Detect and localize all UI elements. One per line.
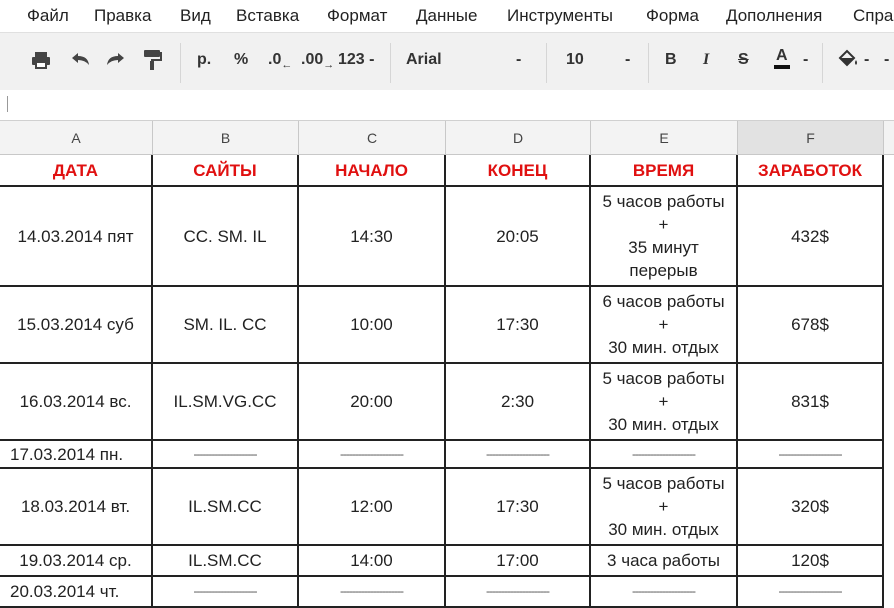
dash-placeholder: --------------------- — [632, 584, 695, 598]
increase-decimal-label: .00 — [301, 51, 324, 68]
font-family-dropdown-icon[interactable]: - — [516, 51, 522, 68]
decrease-decimal-label: .0 — [268, 51, 282, 68]
cell-earnings[interactable]: 831$ — [738, 364, 884, 441]
cell-date[interactable]: 14.03.2014 пят — [0, 187, 153, 287]
cell-date[interactable]: 20.03.2014 чт. — [0, 577, 153, 608]
dash-placeholder: --------------------- — [193, 584, 257, 598]
dash-placeholder: --------------------- — [486, 446, 549, 461]
more-formats-label: 123 — [338, 51, 365, 68]
cell-earnings[interactable]: 120$ — [738, 546, 884, 577]
cell-start[interactable]: 10:00 — [299, 287, 446, 364]
cell-time[interactable] — [591, 441, 738, 469]
cell-end[interactable]: 17:30 — [446, 469, 591, 546]
cell-sites[interactable]: IL.SM.CC — [153, 469, 299, 546]
cell-time[interactable] — [591, 287, 738, 364]
dash-placeholder: --------------------- — [340, 446, 403, 461]
fill-color-icon[interactable] — [836, 48, 860, 75]
cell-date[interactable]: 15.03.2014 суб — [0, 287, 153, 364]
time-line: + — [658, 497, 669, 516]
cell-end[interactable]: 17:30 — [446, 287, 591, 364]
cell-date[interactable]: 19.03.2014 ср. — [0, 546, 153, 577]
cell-sites[interactable]: IL.SM.VG.CC — [153, 364, 299, 441]
cell-sites[interactable] — [153, 577, 299, 608]
toolbar-separator — [546, 43, 547, 83]
time-line: 30 мин. отдых — [608, 520, 719, 539]
paint-format-icon[interactable] — [142, 48, 164, 77]
cell-start[interactable] — [299, 577, 446, 608]
menu-addons[interactable]: Дополнения — [726, 6, 823, 25]
cell-start[interactable]: 12:00 — [299, 469, 446, 546]
cell-end[interactable]: 2:30 — [446, 364, 591, 441]
cell-start[interactable]: 14:30 — [299, 187, 446, 287]
cell-time[interactable] — [591, 546, 738, 577]
cell-end[interactable] — [446, 441, 591, 469]
menu-insert[interactable]: Вставка — [236, 6, 300, 25]
cell-date[interactable]: 16.03.2014 вс. — [0, 364, 153, 441]
cell-time[interactable] — [591, 364, 738, 441]
cell-sites[interactable]: CC. SM. IL — [153, 187, 299, 287]
text-color-dropdown-icon[interactable]: - — [803, 51, 809, 68]
toolbar-separator — [648, 43, 649, 83]
undo-icon[interactable] — [68, 50, 92, 75]
column-header-a[interactable]: A — [0, 121, 153, 155]
cell-earnings[interactable]: 432$ — [738, 187, 884, 287]
font-size-select[interactable]: 10 — [566, 51, 584, 68]
menu-data[interactable]: Данные — [416, 6, 478, 25]
header-cell-start[interactable]: НАЧАЛО — [299, 155, 446, 187]
arrow-left-icon: ← — [281, 59, 293, 72]
time-line: перерыв — [629, 261, 698, 280]
header-cell-date[interactable]: ДАТА — [0, 155, 153, 187]
text-color-button[interactable]: A — [774, 47, 790, 69]
time-line: 3 часа работы — [607, 551, 720, 570]
header-cell-time[interactable]: ВРЕМЯ — [591, 155, 738, 187]
currency-format-button[interactable]: р. — [197, 51, 212, 68]
cell-end[interactable] — [446, 577, 591, 608]
menu-format[interactable]: Формат — [327, 6, 388, 25]
menu-form[interactable]: Форма — [646, 6, 699, 25]
column-header-e[interactable]: E — [591, 121, 738, 155]
time-line: + — [658, 215, 669, 234]
cell-end[interactable]: 17:00 — [446, 546, 591, 577]
time-line: 5 часов работы — [602, 192, 725, 211]
menu-bar — [0, 0, 894, 32]
more-formats-button[interactable] — [338, 51, 374, 69]
cell-earnings[interactable] — [738, 441, 884, 469]
time-line: + — [658, 315, 669, 334]
cell-earnings[interactable] — [738, 577, 884, 608]
more-options-icon[interactable]: - — [884, 51, 890, 68]
dash-placeholder: --------------------- — [778, 446, 842, 461]
cell-time[interactable] — [591, 577, 738, 608]
cell-end[interactable]: 20:05 — [446, 187, 591, 287]
dash-placeholder: --------------------- — [193, 446, 257, 461]
chevron-down-icon: - — [369, 51, 375, 68]
cell-earnings[interactable]: 678$ — [738, 287, 884, 364]
cell-start[interactable]: 20:00 — [299, 364, 446, 441]
cell-date[interactable]: 17.03.2014 пн. — [0, 441, 153, 469]
toolbar-separator — [180, 43, 181, 83]
cell-start[interactable] — [299, 441, 446, 469]
redo-icon[interactable] — [104, 50, 128, 75]
time-line: 5 часов работы — [602, 474, 725, 493]
font-family-select[interactable]: Arial — [406, 51, 442, 68]
menu-tools[interactable]: Инструменты — [507, 6, 614, 25]
menu-view[interactable]: Вид — [180, 6, 211, 25]
percent-format-button[interactable]: % — [234, 51, 249, 68]
toolbar-separator — [822, 43, 823, 83]
increase-decimal-button[interactable] — [301, 51, 334, 71]
menu-file[interactable]: Файл — [27, 6, 69, 25]
dash-placeholder: --------------------- — [632, 446, 695, 461]
column-header-c[interactable]: C — [299, 121, 446, 155]
italic-button[interactable]: I — [703, 51, 710, 68]
column-header-f[interactable]: F — [738, 121, 884, 155]
cell-earnings[interactable]: 320$ — [738, 469, 884, 546]
toolbar — [0, 32, 894, 92]
dash-placeholder: --------------------- — [778, 584, 842, 598]
cell-sites[interactable]: SM. IL. CC — [153, 287, 299, 364]
menu-help[interactable]: Спра — [853, 6, 894, 25]
cell-time[interactable] — [591, 187, 738, 287]
time-line: 5 часов работы — [602, 369, 725, 388]
header-cell-end[interactable]: КОНЕЦ — [446, 155, 591, 187]
strikethrough-button[interactable]: S — [738, 51, 749, 68]
bold-button[interactable]: B — [665, 51, 677, 68]
arrow-right-icon: → — [323, 59, 335, 72]
cell-start[interactable]: 14:00 — [299, 546, 446, 577]
header-cell-sites[interactable]: САЙТЫ — [153, 155, 299, 187]
decrease-decimal-button[interactable] — [268, 51, 292, 71]
font-size-dropdown-icon[interactable]: - — [625, 51, 631, 68]
toolbar-separator — [390, 43, 391, 83]
column-header-d[interactable]: D — [446, 121, 591, 155]
time-line: 6 часов работы — [602, 292, 725, 311]
column-header-b[interactable]: B — [153, 121, 299, 155]
cell-time[interactable] — [591, 469, 738, 546]
formula-bar[interactable] — [0, 90, 894, 121]
time-line: 30 мин. отдых — [608, 338, 719, 357]
cell-date[interactable]: 18.03.2014 вт. — [0, 469, 153, 546]
menu-edit[interactable]: Правка — [94, 6, 152, 25]
cell-sites[interactable]: IL.SM.CC — [153, 546, 299, 577]
printer-icon[interactable] — [30, 49, 52, 76]
text-cursor — [7, 96, 8, 112]
header-cell-earnings[interactable]: ЗАРАБОТОК — [738, 155, 884, 187]
dash-placeholder: --------------------- — [486, 584, 549, 598]
fill-color-dropdown-icon[interactable]: - — [864, 51, 870, 68]
time-line: 35 минут — [628, 238, 699, 257]
column-header-g[interactable] — [884, 121, 894, 155]
dash-placeholder: --------------------- — [340, 584, 403, 598]
cell-sites[interactable] — [153, 441, 299, 469]
time-line: + — [658, 392, 669, 411]
time-line: 30 мин. отдых — [608, 415, 719, 434]
